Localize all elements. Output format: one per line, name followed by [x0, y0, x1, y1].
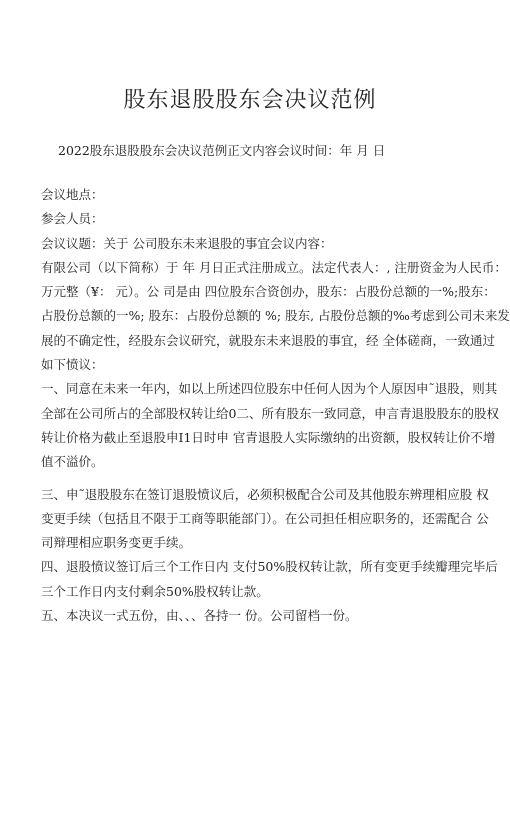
meeting-location-line: 会议地点：	[41, 187, 104, 202]
clause-four-line: 三个工作日内支付剩余50%股权转让款。	[41, 583, 269, 599]
paragraph-line: 占股份总额的一%; 股东：占股份总额的 %; 股东, 占股份总额的‰考虑到公司未来发	[41, 308, 510, 324]
clause-three-line: 三、申˜退股股东在签订退股愤议后，必须积极配合公司及其他股东辨理相应股 权	[41, 486, 489, 502]
clause-five-line: 五、本决议一式五份，由、、、各持一 份。公司留档一份。	[41, 608, 358, 624]
spacer	[41, 475, 461, 483]
clause-two-line: 值不溢价。	[41, 454, 104, 470]
document-subtitle: 2022股东退股股东会决议范例正文内容会议时间：年 月 日	[58, 143, 386, 158]
attendees-line: 参会人员：	[41, 211, 104, 227]
paragraph-line: 展的不确定性，经股东会议研究，就股东未来退股的事宜，经 全体磋商，一致通过	[41, 332, 495, 348]
paragraph-line: 有限公司（以下简称）于 年 月日正式注册成立。法定代表人：, 注册资金为人民币：	[41, 259, 507, 275]
meeting-topic-line: 会议议题：关于 公司股东未来退股的事宜会议内容：	[41, 235, 333, 251]
clause-four-line: 四、退股愤议签订后三个工作日内 支付50%股权转让款，所有变更手续瓣理完毕后	[41, 559, 498, 575]
clause-three-line: 司辩理相应职务变更手续。	[41, 535, 192, 551]
clause-three-line: 变更手续（包括且不限于工商等职能部门）。在公司担任相应职务的，还需配合 公	[41, 510, 489, 526]
paragraph-line: 万元整（¥： 元）。公 司是由 四位股东合资创办，股东：占股份总额的一%;股东：	[41, 284, 496, 300]
clause-one-line: 全部在公司所占的全部股权转让给0二、所有股东一致同意，申言青退股股东的股权	[41, 405, 499, 421]
document-body	[41, 183, 510, 628]
document-title: 股东退股股东会决议范例	[123, 88, 377, 113]
paragraph-line: 如下愤议：	[41, 357, 104, 373]
clause-two-line: 转让价格为截止至退股申I1日时申 官青退股人实际缴纳的出资额，股权转让价不增	[41, 429, 496, 445]
clause-one-line: 一、同意在未来一年内，如以上所述四位股东中任何人因为个人原因申˜退股，则其	[41, 381, 498, 397]
